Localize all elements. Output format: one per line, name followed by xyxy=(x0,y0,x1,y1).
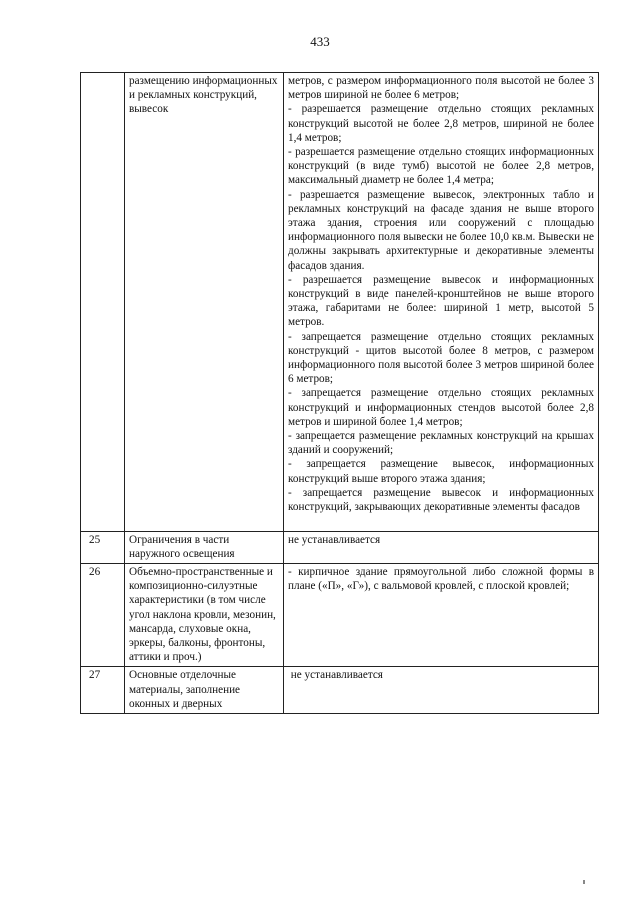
row-number-cell xyxy=(81,73,125,532)
row-name-cell: размещению информационных и рекламных конструкций, вывесок xyxy=(125,73,284,532)
value-paragraph: - разрешается размещение вывесок и информационных конструкций в виде панелей-кронштейнов не выше второго этажа, габаритами не более: шириной 1 метр, высотой 5 метров. xyxy=(288,273,594,329)
value-paragraph: - разрешается размещение вывесок, электронных табло и рекламных конструкций на фасаде здания не выше второго этажа здания, строения или сооружений с площадью информационного поля вывески не более 10,0 кв.м. Вывески не должны закрывать архитектурные и декоративные элементы фасадов здания. xyxy=(288,188,594,272)
row-number-cell: 26 xyxy=(81,563,125,666)
value-paragraph: - разрешается размещение отдельно стоящих рекламных конструкций высотой не более 2,8 метров, шириной не более 1,4 метров; xyxy=(288,103,594,144)
row-value-cell xyxy=(284,73,599,532)
value-blank-line xyxy=(288,514,594,528)
value-paragraph: - запрещается размещение рекламных конструкций на крышах зданий и сооружений; xyxy=(288,430,594,457)
value-paragraph: - кирпичное здание прямоугольной либо сложной формы в плане («П», «Г»), с вальмовой кровлей, с плоской кровлей; xyxy=(288,565,594,593)
regulation-table xyxy=(80,72,599,714)
value-paragraph: - запрещается размещение отдельно стоящих рекламных конструкций и информационных стендов высотой более 2,8 метров и шириной более 1,4 метров; xyxy=(288,387,594,428)
row-value-cell xyxy=(284,563,599,666)
page-number: 433 xyxy=(310,34,330,49)
value-paragraph: не устанавливается xyxy=(288,533,381,546)
table-row xyxy=(81,73,599,532)
row-number-cell: 27 xyxy=(81,667,125,714)
value-paragraph: - разрешается размещение отдельно стоящих информационных конструкций (в виде тумб) высотой не более 2,8 метров, максимальный диаметр не более 1,4 метра; xyxy=(288,146,594,187)
row-name-cell: Основные отделочные материалы, заполнение оконных и дверных xyxy=(125,667,284,714)
value-paragraph: не устанавливается xyxy=(288,669,383,682)
value-paragraph: - запрещается размещение отдельно стоящих рекламных конструкций - щитов высотой более 8 метров, с размером информационного поля высотой более 3 метров шириной более 6 метров; xyxy=(288,330,594,386)
table-row xyxy=(81,563,599,666)
row-number-cell: 25 xyxy=(81,531,125,563)
value-paragraph: - запрещается размещение вывесок, информационных конструкций выше второго этажа здания; xyxy=(288,458,594,485)
regulation-table-container xyxy=(80,72,598,714)
table-row xyxy=(81,531,599,563)
scan-artifact xyxy=(583,880,585,884)
row-name-cell: Ограничения в части наружного освещения xyxy=(125,531,284,563)
row-value-cell xyxy=(284,667,599,714)
row-name-cell: Объемно-пространственные и композиционно-силуэтные характеристики (в том числе угол наклона кровли, мезонин, мансарда, слуховые окна, эркеры, балконы, фронтоны, аттики и проч.) xyxy=(125,563,284,666)
row-value-cell xyxy=(284,531,599,563)
table-row xyxy=(81,667,599,714)
value-paragraph: - запрещается размещение вывесок и информационных конструкций, закрывающих декоративные элементы фасадов xyxy=(288,486,594,514)
value-paragraph: метров, с размером информационного поля высотой не более 3 метров шириной не более 6 метров; xyxy=(288,75,594,102)
